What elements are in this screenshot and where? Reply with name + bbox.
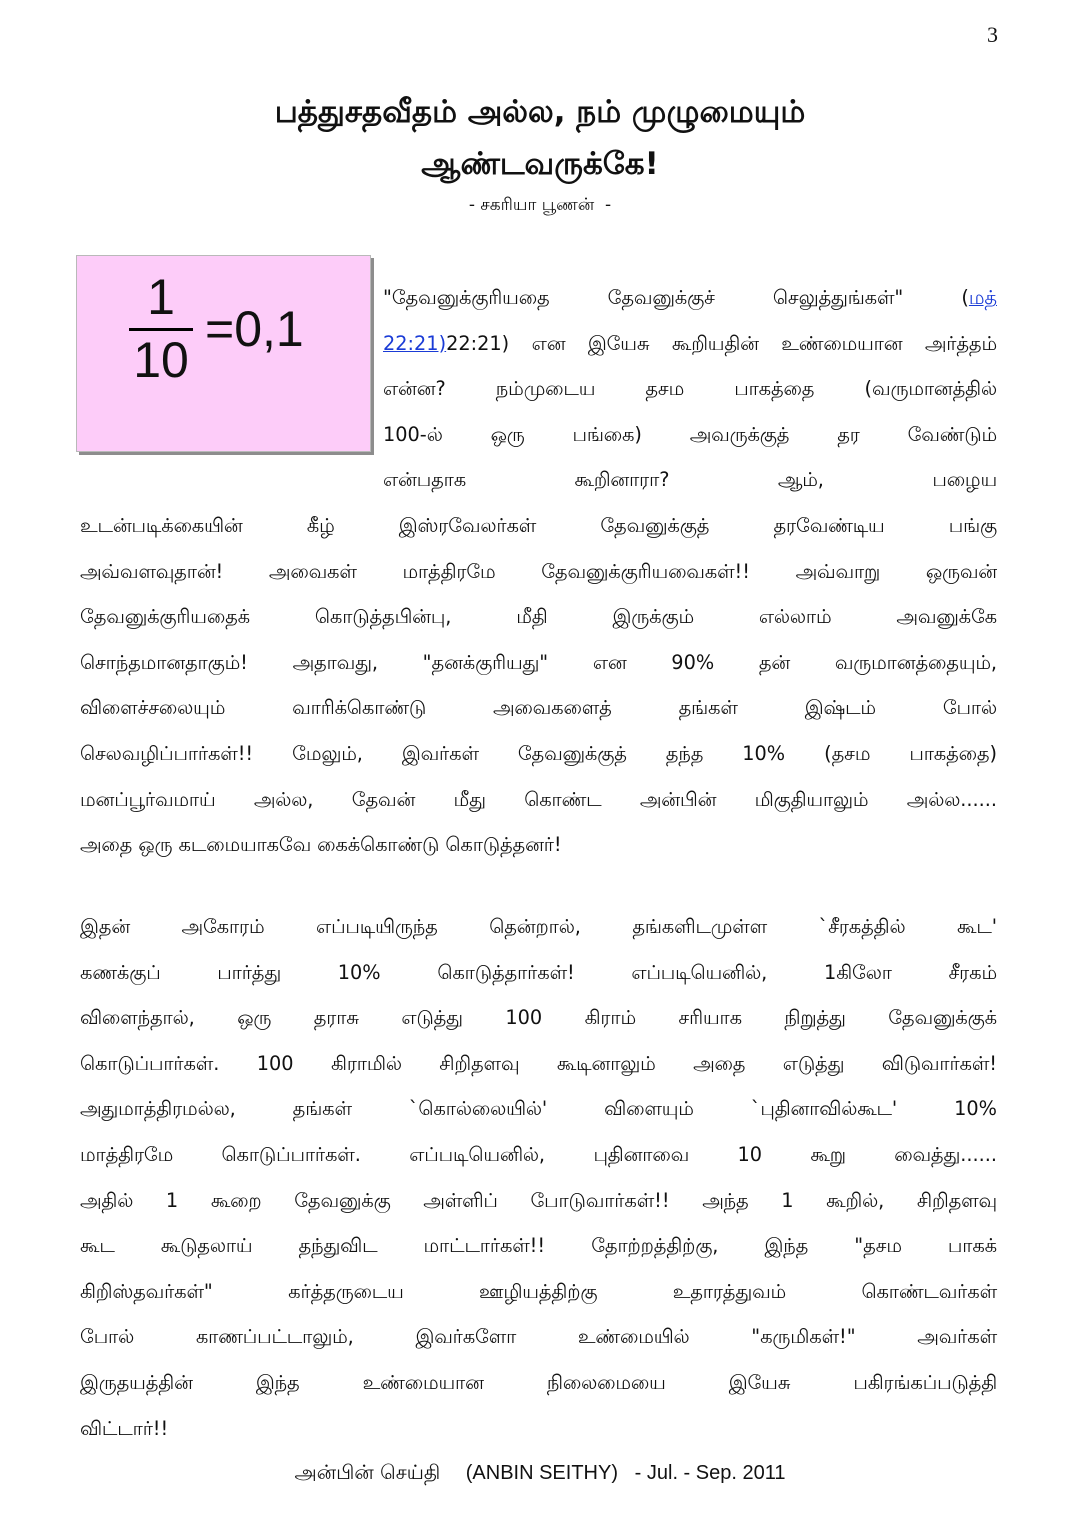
- paragraph-1-full: [80, 503, 997, 868]
- page-footer: [80, 1460, 1000, 1487]
- title-line-2: ஆண்டவருக்கே!: [421, 146, 659, 182]
- fraction: [129, 269, 193, 388]
- fraction-figure: [76, 255, 371, 452]
- scripture-link-continued[interactable]: 22:21): [383, 331, 447, 355]
- page-title: [80, 86, 1000, 190]
- text-line: இதன் அகோரம் எப்படியிருந்த தென்றால், தங்களிடமுள்ள `சீரகத்தில் கூட': [80, 915, 997, 938]
- text-line: மனப்பூர்வமாய் அல்ல, தேவன் மீது கொண்ட அன்பின் மிகுதியாலும் அல்ல......: [80, 787, 997, 811]
- text-line: இருதயத்தின் இந்த உண்மையான நிலைமையை இயேசு பகிரங்கப்படுத்தி: [80, 1370, 997, 1394]
- text-line: உடன்படிக்கையின் கீழ் இஸ்ரவேலர்கள் தேவனுக்குத் தரவேண்டிய பங்கு: [80, 514, 997, 537]
- text-line: கொடுப்பார்கள். 100 கிராமில் சிறிதளவு கூடினாலும் அதை எடுத்து விடுவார்கள்!: [80, 1051, 997, 1075]
- text-line: என்பதாக கூறினாரா? ஆம், பழைய: [383, 468, 997, 492]
- text-line: "தேவனுக்குரியதை தேவனுக்குச் செலுத்துங்கள்" (மத்: [383, 286, 997, 309]
- text-line: அதுமாத்திரமல்ல, தங்கள் `கொல்லையில்' விளையும் `புதினாவில்கூட' 10%: [80, 1097, 997, 1121]
- text-line: தேவனுக்குரியதைக் கொடுத்தபின்பு, மீதி இருக்கும் எல்லாம் அவனுக்கே: [80, 605, 997, 629]
- text-line: அவ்வளவுதான்! அவைகள் மாத்திரமே தேவனுக்குரியவைகள்!! அவ்வாறு ஒருவன்: [80, 559, 997, 583]
- fraction-bar: [129, 328, 193, 331]
- text-line: செலவழிப்பார்கள்!! மேலும், இவர்கள் தேவனுக்குத் தந்த 10% (தசம பாகத்தை): [80, 741, 997, 765]
- text-line: அதில் 1 கூறை தேவனுக்கு அள்ளிப் போடுவார்கள்!! அந்த 1 கூறில், சிறிதளவு: [80, 1188, 997, 1212]
- text-line: போல் காணப்பட்டாலும், இவர்களோ உண்மையில் "கருமிகள்!" அவர்கள்: [80, 1325, 997, 1349]
- text-line: 22:21)22:21) என இயேசு கூறியதின் உண்மையான அர்த்தம்: [383, 331, 997, 355]
- scripture-link[interactable]: மத்: [968, 286, 997, 309]
- author-byline: - சகரியா பூணன் -: [468, 195, 612, 215]
- text-line: மாத்திரமே கொடுப்பார்கள். எப்படியெனில், புதினாவை 10 கூறு வைத்து......: [80, 1142, 997, 1166]
- paragraph-1-wrapped: [383, 275, 997, 503]
- text-line: 100-ல் ஒரு பங்கை) அவருக்குத் தர வேண்டும்: [383, 422, 997, 446]
- text-line: கூட கூடுதலாய் தந்துவிட மாட்டார்கள்!! தோற்றத்திற்கு, இந்த "தசம பாகக்: [80, 1234, 997, 1258]
- fraction-denominator: 10: [133, 332, 189, 388]
- text-line: விளைந்தால், ஒரு தராசு எடுத்து 100 கிராம் சரியாக நிறுத்து தேவனுக்குக்: [80, 1006, 997, 1030]
- text-line: கணக்குப் பார்த்து 10% கொடுத்தார்கள்! எப்படியெனில், 1கிலோ சீரகம்: [80, 960, 997, 984]
- text-line: கிறிஸ்தவர்கள்" கர்த்தருடைய ஊழியத்திற்கு உதாரத்துவம் கொண்டவர்கள்: [80, 1279, 997, 1303]
- text-line: என்ன? நம்முடைய தசம பாகத்தை (வருமானத்தில்: [383, 377, 997, 401]
- fraction-result: =0,1: [205, 301, 304, 357]
- text-line: அதை ஒரு கடமையாகவே கைக்கொண்டு கொடுத்தனர்!: [80, 833, 562, 857]
- text-line: விளைச்சலையும் வாரிக்கொண்டு அவைகளைத் தங்கள் இஷ்டம் போல்: [80, 696, 997, 720]
- footer-latin: (ANBIN SEITHY) - Jul. - Sep. 2011: [465, 1462, 786, 1484]
- paragraph-2: [80, 904, 997, 1451]
- page-number: 3: [987, 22, 998, 47]
- text-line: விட்டார்!!: [80, 1416, 169, 1440]
- title-line-1: பத்துசதவீதம் அல்ல, நம் முழுமையும்: [274, 94, 806, 130]
- text-line: சொந்தமானதாகும்! அதாவது, "தனக்குரியது" என 90% தன் வருமானத்தையும்,: [80, 650, 997, 674]
- fraction-numerator: 1: [147, 269, 175, 325]
- footer-tamil: அன்பின் செய்தி: [294, 1460, 441, 1484]
